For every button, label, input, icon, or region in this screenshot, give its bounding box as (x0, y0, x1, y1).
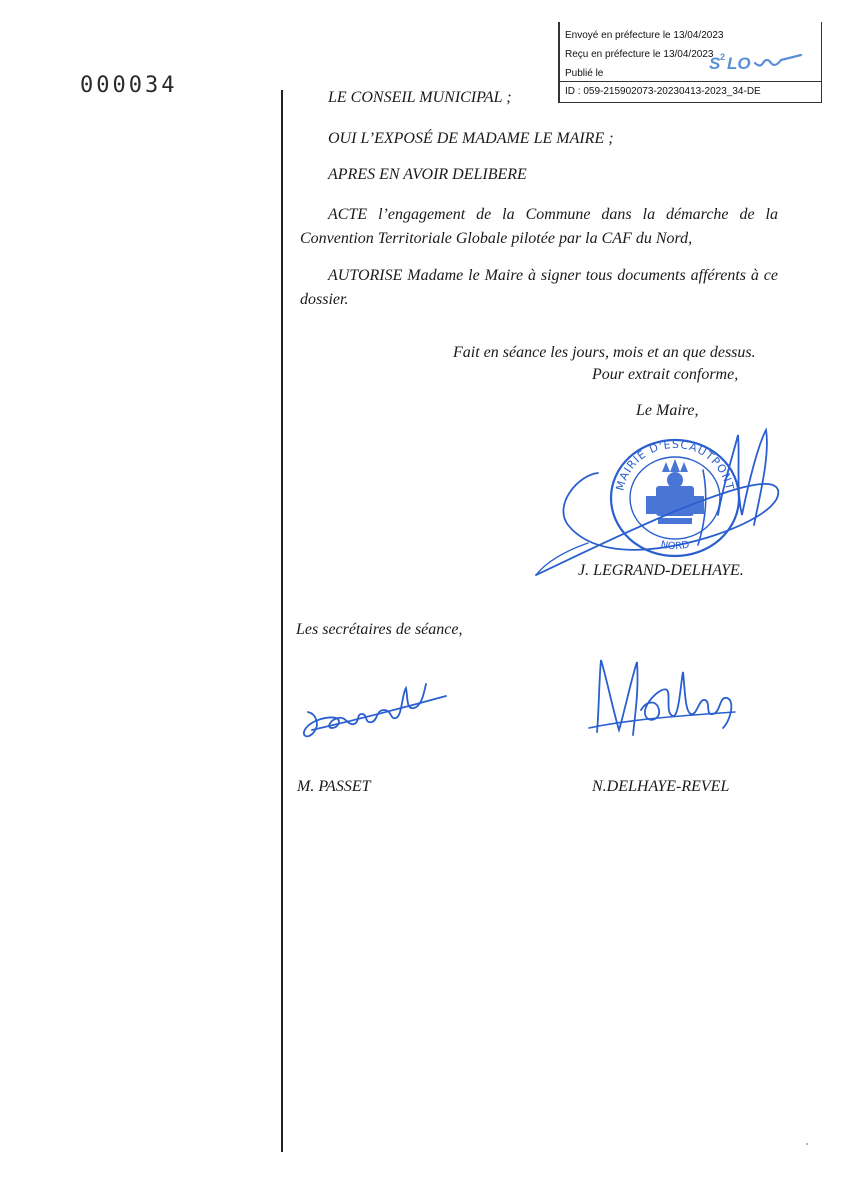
secretaries-heading: Les secrétaires de séance, (296, 621, 463, 638)
seal-top-text: MAIRIE D'ESCAUTPONT (613, 437, 737, 492)
body-paragraph-autorise: AUTORISE Madame le Maire à signer tous documents afférents à ce dossier. (300, 267, 778, 308)
passet-signature-icon (298, 670, 458, 750)
seal-bottom-text: NORD (659, 539, 691, 553)
stamp-published: Publié le (565, 68, 604, 79)
margin-rule (281, 90, 283, 1152)
svg-text:2: 2 (720, 52, 726, 62)
body-line-conseil: LE CONSEIL MUNICIPAL ; (328, 89, 512, 106)
scan-artifact (806, 1143, 808, 1145)
closing-line-extrait: Pour extrait conforme, (592, 366, 739, 383)
body-line-delibere: APRES EN AVOIR DELIBERE (328, 166, 527, 183)
closing-line-fait: Fait en séance les jours, mois et an que dessus. (453, 344, 756, 361)
secretary-right-name: N.DELHAYE-REVEL (592, 778, 730, 795)
secretary-left-name: M. PASSET (297, 778, 371, 795)
s2lo-logo-icon (705, 51, 805, 73)
body-line-expose: OUI L’EXPOSÉ DE MADAME LE MAIRE ; (328, 130, 614, 147)
mayor-role: Le Maire, (636, 402, 699, 419)
delhaye-revel-signature-icon (585, 650, 745, 745)
mayor-name: J. LEGRAND-DELHAYE. (578, 562, 744, 579)
body-paragraph-acte: ACTE l’engagement de la Commune dans la démarche de la Convention Territoriale Globale pilotée par la CAF du Nord, (300, 206, 778, 247)
mayor-signature-icon (528, 415, 788, 585)
stamp-sent: Envoyé en préfecture le 13/04/2023 (565, 30, 724, 41)
svg-text:S: S (709, 54, 721, 73)
stamp-separator (559, 81, 821, 82)
stamp-received: Reçu en préfecture le 13/04/2023 (565, 49, 714, 60)
stamp-id: ID : 059-215902073-20230413-2023_34-DE (565, 86, 761, 97)
svg-text:LO: LO (727, 54, 751, 73)
page-number: 000034 (80, 73, 178, 98)
